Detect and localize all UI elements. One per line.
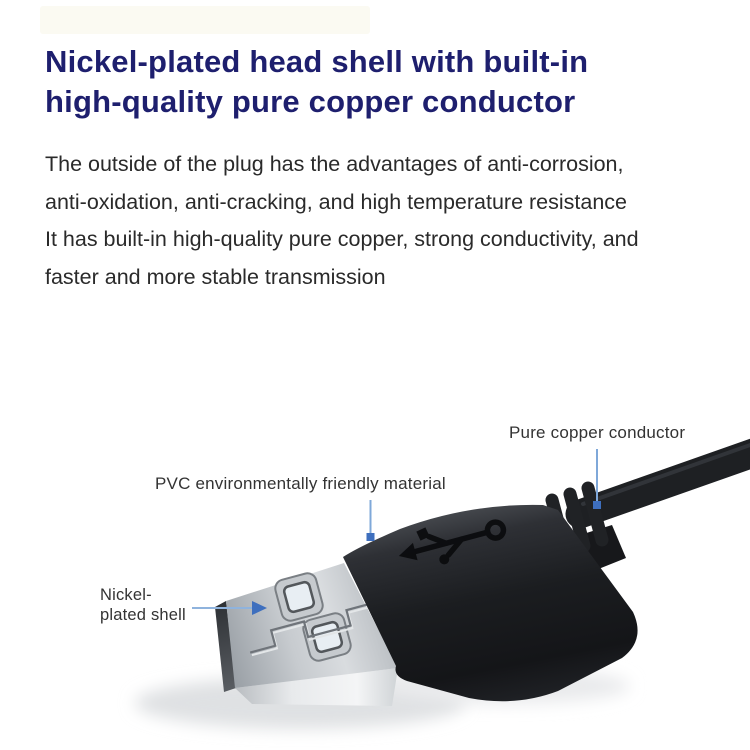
callout-label-line1: Nickel- <box>100 586 152 604</box>
callout-label-line2: plated shell <box>100 606 186 624</box>
description-line: anti-oxidation, anti-cracking, and high temperature resistance <box>45 189 628 214</box>
leader-marker-pvc <box>367 533 375 541</box>
usb-cable <box>580 452 750 514</box>
page-title-line2: high-quality pure copper conductor <box>45 84 576 119</box>
description-line: It has built-in high-quality pure copper, strong conductivity, and <box>45 227 639 251</box>
callout-label: PVC environmentally friendly material <box>155 474 446 493</box>
description-line: The outside of the plug has the advantages of anti-corrosion, <box>45 152 624 176</box>
page-title-line1: Nickel-plated head shell with built-in <box>45 44 589 79</box>
description-line: faster and more stable transmission <box>45 264 386 289</box>
callout-nickel-plated-shell <box>100 585 186 625</box>
callout-pure-copper-conductor <box>509 423 685 443</box>
callout-pvc-material <box>155 474 446 494</box>
leader-marker-pure-copper <box>593 501 601 509</box>
callout-label: Pure copper conductor <box>509 423 686 442</box>
